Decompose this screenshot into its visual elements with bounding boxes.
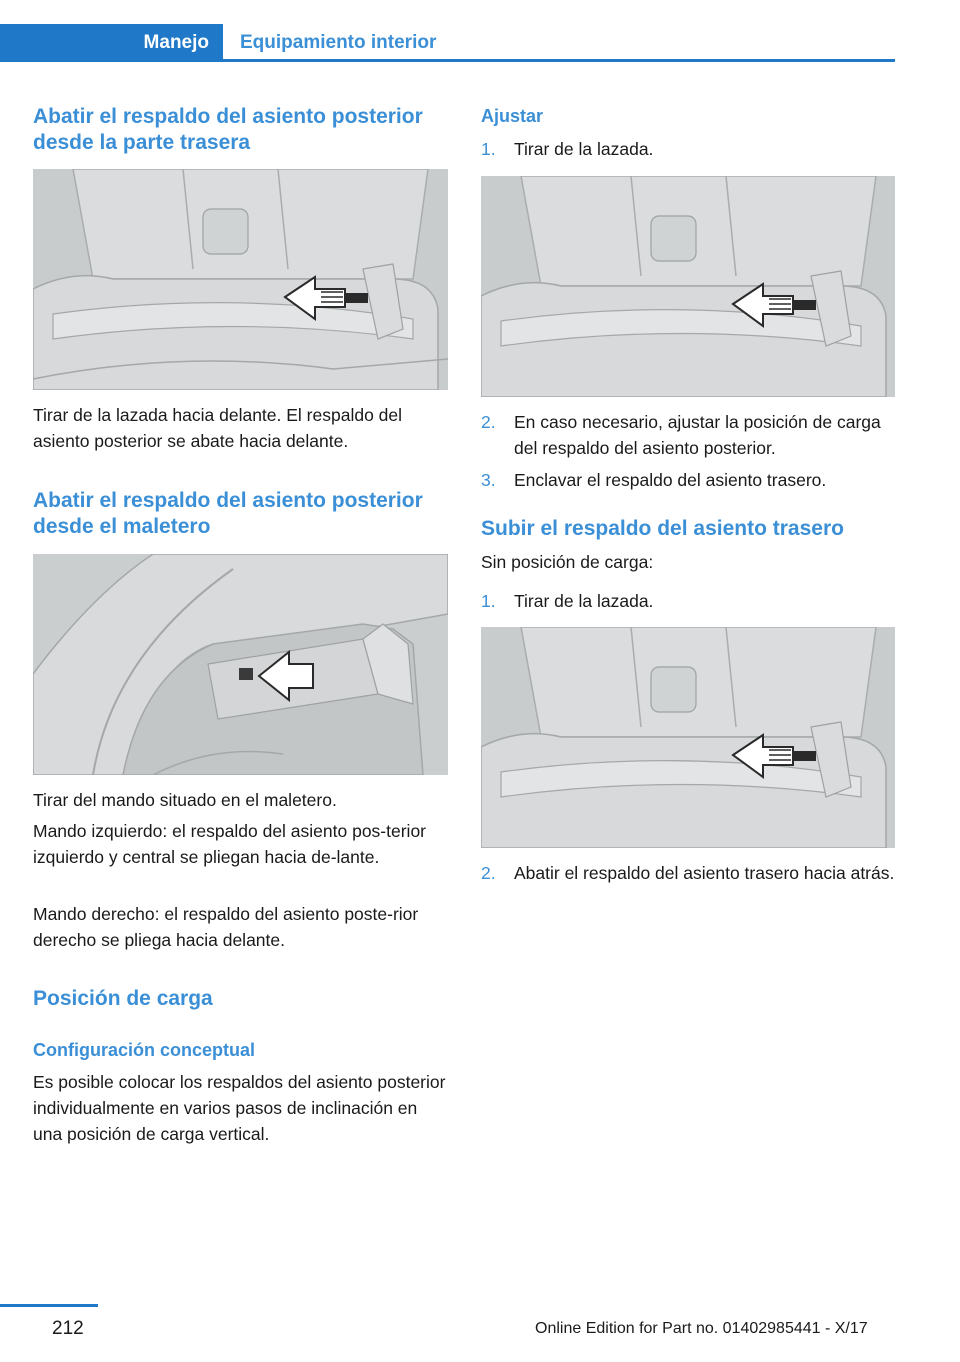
edition-text: Online Edition for Part no. 01402985441 - X/17: [535, 1320, 868, 1337]
header-divider: [223, 59, 895, 62]
heading-raise: Subir el respaldo del asiento trasero: [481, 517, 844, 540]
heading-rear-fold: Abatir el respaldo del asiento posterior desde la parte trasera: [33, 105, 423, 154]
heading-concept: Configuración conceptual: [33, 1040, 256, 1060]
list-item-text: Enclavar el respaldo del asiento trasero.: [514, 470, 827, 490]
list-item-number: 3.: [481, 470, 496, 490]
list-item-text: En caso necesario, ajustar la posición de carga del respaldo del asiento posterior.: [514, 412, 881, 458]
list-item-number: 1.: [481, 591, 496, 611]
list-item-text: Tirar de la lazada.: [514, 591, 654, 611]
adjust-figure: [481, 176, 895, 397]
chapter-tab-label: Manejo: [143, 32, 209, 53]
chapter-tab: [0, 24, 223, 62]
heading-cargo-position: Posición de carga: [33, 987, 213, 1010]
list-item-number: 1.: [481, 139, 496, 159]
list-item-text: Tirar de la lazada.: [514, 139, 654, 159]
paragraph-left-control: Mando izquierdo: el respaldo del asiento pos‐terior izquierdo y central se pliegan hacia de‐lante.: [33, 821, 427, 867]
paragraph-concept: Es posible colocar los respaldos del asiento posterior individualmente en varios pasos de inclinación en una posición de carga vertical.: [33, 1072, 446, 1144]
list-item-text: Abatir el respaldo del asiento trasero hacia atrás.: [514, 863, 895, 883]
rear-seat-figure: [33, 169, 448, 390]
paragraph-right-control: Mando derecho: el respaldo del asiento poste‐rior derecho se pliega hacia delante.: [33, 904, 419, 950]
page-number: 212: [52, 1318, 84, 1339]
heading-adjust: Ajustar: [481, 106, 544, 126]
trunk-figure: [33, 554, 448, 775]
list-item-number: 2.: [481, 863, 496, 883]
list-item-number: 2.: [481, 412, 496, 432]
page-header: [0, 24, 895, 64]
section-tab-label: Equipamiento interior: [240, 32, 437, 53]
footer-divider: [0, 1304, 98, 1307]
paragraph-without-cargo: Sin posición de carga:: [481, 552, 654, 572]
paragraph-rear-fold: Tirar de la lazada hacia delante. El respaldo del asiento posterior se abate hacia delante.: [33, 405, 403, 451]
raise-figure: [481, 627, 895, 848]
paragraph-trunk-control: Tirar del mando situado en el maletero.: [33, 790, 337, 810]
heading-trunk-fold: Abatir el respaldo del asiento posterior desde el maletero: [33, 489, 423, 538]
